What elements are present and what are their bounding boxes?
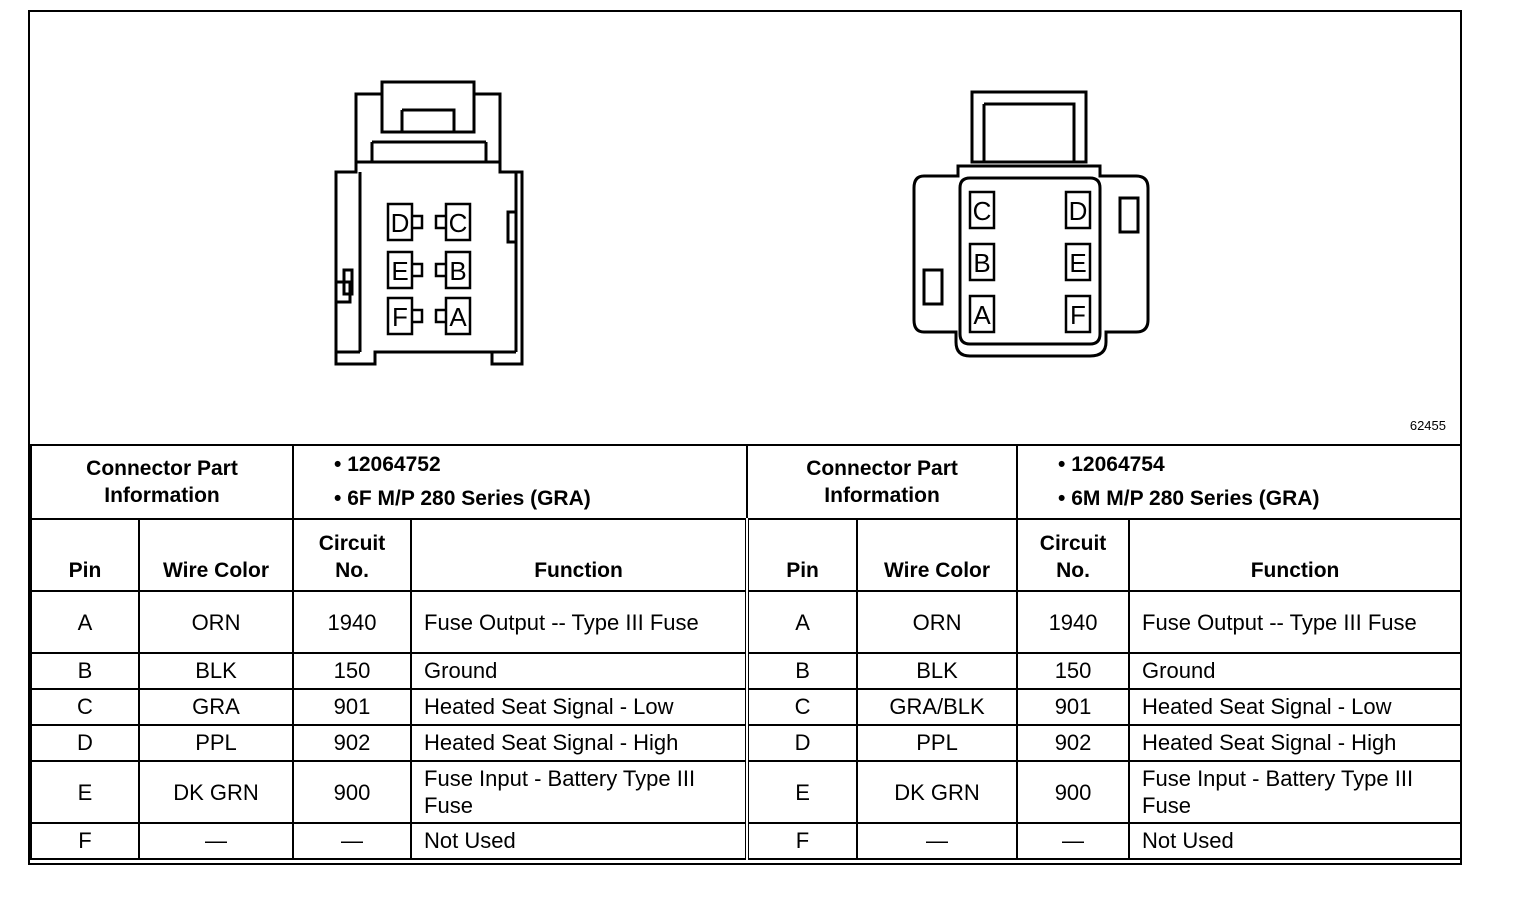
- col-function-right: Function: [1129, 519, 1461, 591]
- wire-color-cell: DK GRN: [857, 761, 1017, 823]
- circuit-cell: 150: [1017, 653, 1129, 689]
- wire-color-cell: ORN: [139, 591, 293, 653]
- function-cell: Not Used: [411, 823, 747, 859]
- right-pin-label-c: C: [972, 196, 992, 226]
- figure-number: 62455: [1409, 418, 1446, 433]
- function-cell: Fuse Input - Battery Type III Fuse: [1129, 761, 1461, 823]
- function-cell: Heated Seat Signal - High: [411, 725, 747, 761]
- function-cell: Ground: [1129, 653, 1461, 689]
- table-row: [31, 689, 1461, 725]
- pin-cell: E: [31, 761, 139, 823]
- pin-cell: E: [747, 761, 857, 823]
- pin-cell: A: [747, 591, 857, 653]
- right-pin-label-f: F: [1070, 300, 1086, 330]
- left-connector-drawing: [30, 12, 1460, 444]
- pin-cell: D: [747, 725, 857, 761]
- circuit-cell: 1940: [1017, 591, 1129, 653]
- pin-cell: B: [31, 653, 139, 689]
- left-pin-label-d: D: [390, 208, 410, 238]
- connector-diagram-frame: [28, 10, 1462, 865]
- pin-cell: D: [31, 725, 139, 761]
- table-row: [31, 725, 1461, 761]
- circuit-cell: —: [1017, 823, 1129, 859]
- column-header-row: [31, 519, 1461, 591]
- left-info-label: Connector Part Information: [31, 445, 293, 519]
- left-part-info: • 12064752 • 6F M/P 280 Series (GRA): [293, 445, 747, 519]
- col-wire-left: Wire Color: [139, 519, 293, 591]
- table-row: [31, 591, 1461, 653]
- wire-color-cell: —: [857, 823, 1017, 859]
- col-pin-left: Pin: [31, 519, 139, 591]
- left-pin-label-a: A: [449, 302, 467, 332]
- male-connector-body: [914, 92, 1148, 356]
- left-pin-label-f: F: [392, 302, 408, 332]
- right-part-info: • 12064754 • 6M M/P 280 Series (GRA): [1017, 445, 1461, 519]
- wire-color-cell: GRA/BLK: [857, 689, 1017, 725]
- table-row: [31, 761, 1461, 823]
- function-cell: Not Used: [1129, 823, 1461, 859]
- wire-color-cell: DK GRN: [139, 761, 293, 823]
- circuit-cell: 901: [293, 689, 411, 725]
- function-cell: Heated Seat Signal - Low: [1129, 689, 1461, 725]
- pin-cell: A: [31, 591, 139, 653]
- left-pin-label-b: B: [449, 256, 467, 286]
- wire-color-cell: ORN: [857, 591, 1017, 653]
- connector-info-row: [31, 445, 1461, 519]
- circuit-cell: 902: [293, 725, 411, 761]
- pinout-rows: [31, 591, 1461, 859]
- function-cell: Fuse Input - Battery Type III Fuse: [411, 761, 747, 823]
- circuit-cell: 902: [1017, 725, 1129, 761]
- function-cell: Fuse Output -- Type III Fuse: [1129, 591, 1461, 653]
- circuit-cell: 150: [293, 653, 411, 689]
- table-row: [31, 653, 1461, 689]
- pin-cell: C: [31, 689, 139, 725]
- connector-pinout-table: [30, 444, 1462, 860]
- right-part-number: 12064754: [1071, 453, 1165, 476]
- right-pin-label-b: B: [973, 248, 991, 278]
- right-pin-label-d: D: [1068, 196, 1088, 226]
- col-pin-right: Pin: [747, 519, 857, 591]
- circuit-cell: 1940: [293, 591, 411, 653]
- function-cell: Fuse Output -- Type III Fuse: [411, 591, 747, 653]
- wire-color-cell: PPL: [857, 725, 1017, 761]
- pin-cell: C: [747, 689, 857, 725]
- right-pin-label-a: A: [973, 300, 991, 330]
- circuit-cell: 900: [293, 761, 411, 823]
- pin-cell: F: [31, 823, 139, 859]
- function-cell: Heated Seat Signal - High: [1129, 725, 1461, 761]
- wire-color-cell: —: [139, 823, 293, 859]
- pin-cell: B: [747, 653, 857, 689]
- connector-drawings: [30, 12, 1460, 444]
- wire-color-cell: BLK: [857, 653, 1017, 689]
- right-info-label: Connector Part Information: [747, 445, 1017, 519]
- circuit-cell: 900: [1017, 761, 1129, 823]
- pin-cell: F: [747, 823, 857, 859]
- wire-color-cell: PPL: [139, 725, 293, 761]
- right-pin-label-e: E: [1069, 248, 1087, 278]
- left-pin-label-e: E: [391, 256, 409, 286]
- left-part-number: 12064752: [347, 453, 441, 476]
- col-wire-right: Wire Color: [857, 519, 1017, 591]
- col-circuit-right: Circuit No.: [1017, 519, 1129, 591]
- circuit-cell: 901: [1017, 689, 1129, 725]
- right-series: 6M M/P 280 Series (GRA): [1071, 487, 1320, 510]
- function-cell: Heated Seat Signal - Low: [411, 689, 747, 725]
- left-series: 6F M/P 280 Series (GRA): [347, 487, 591, 510]
- col-function-left: Function: [411, 519, 747, 591]
- table-row: [31, 823, 1461, 859]
- wire-color-cell: BLK: [139, 653, 293, 689]
- function-cell: Ground: [411, 653, 747, 689]
- female-connector-body: [336, 82, 522, 364]
- left-pin-label-c: C: [448, 208, 468, 238]
- circuit-cell: —: [293, 823, 411, 859]
- wire-color-cell: GRA: [139, 689, 293, 725]
- col-circuit-left: Circuit No.: [293, 519, 411, 591]
